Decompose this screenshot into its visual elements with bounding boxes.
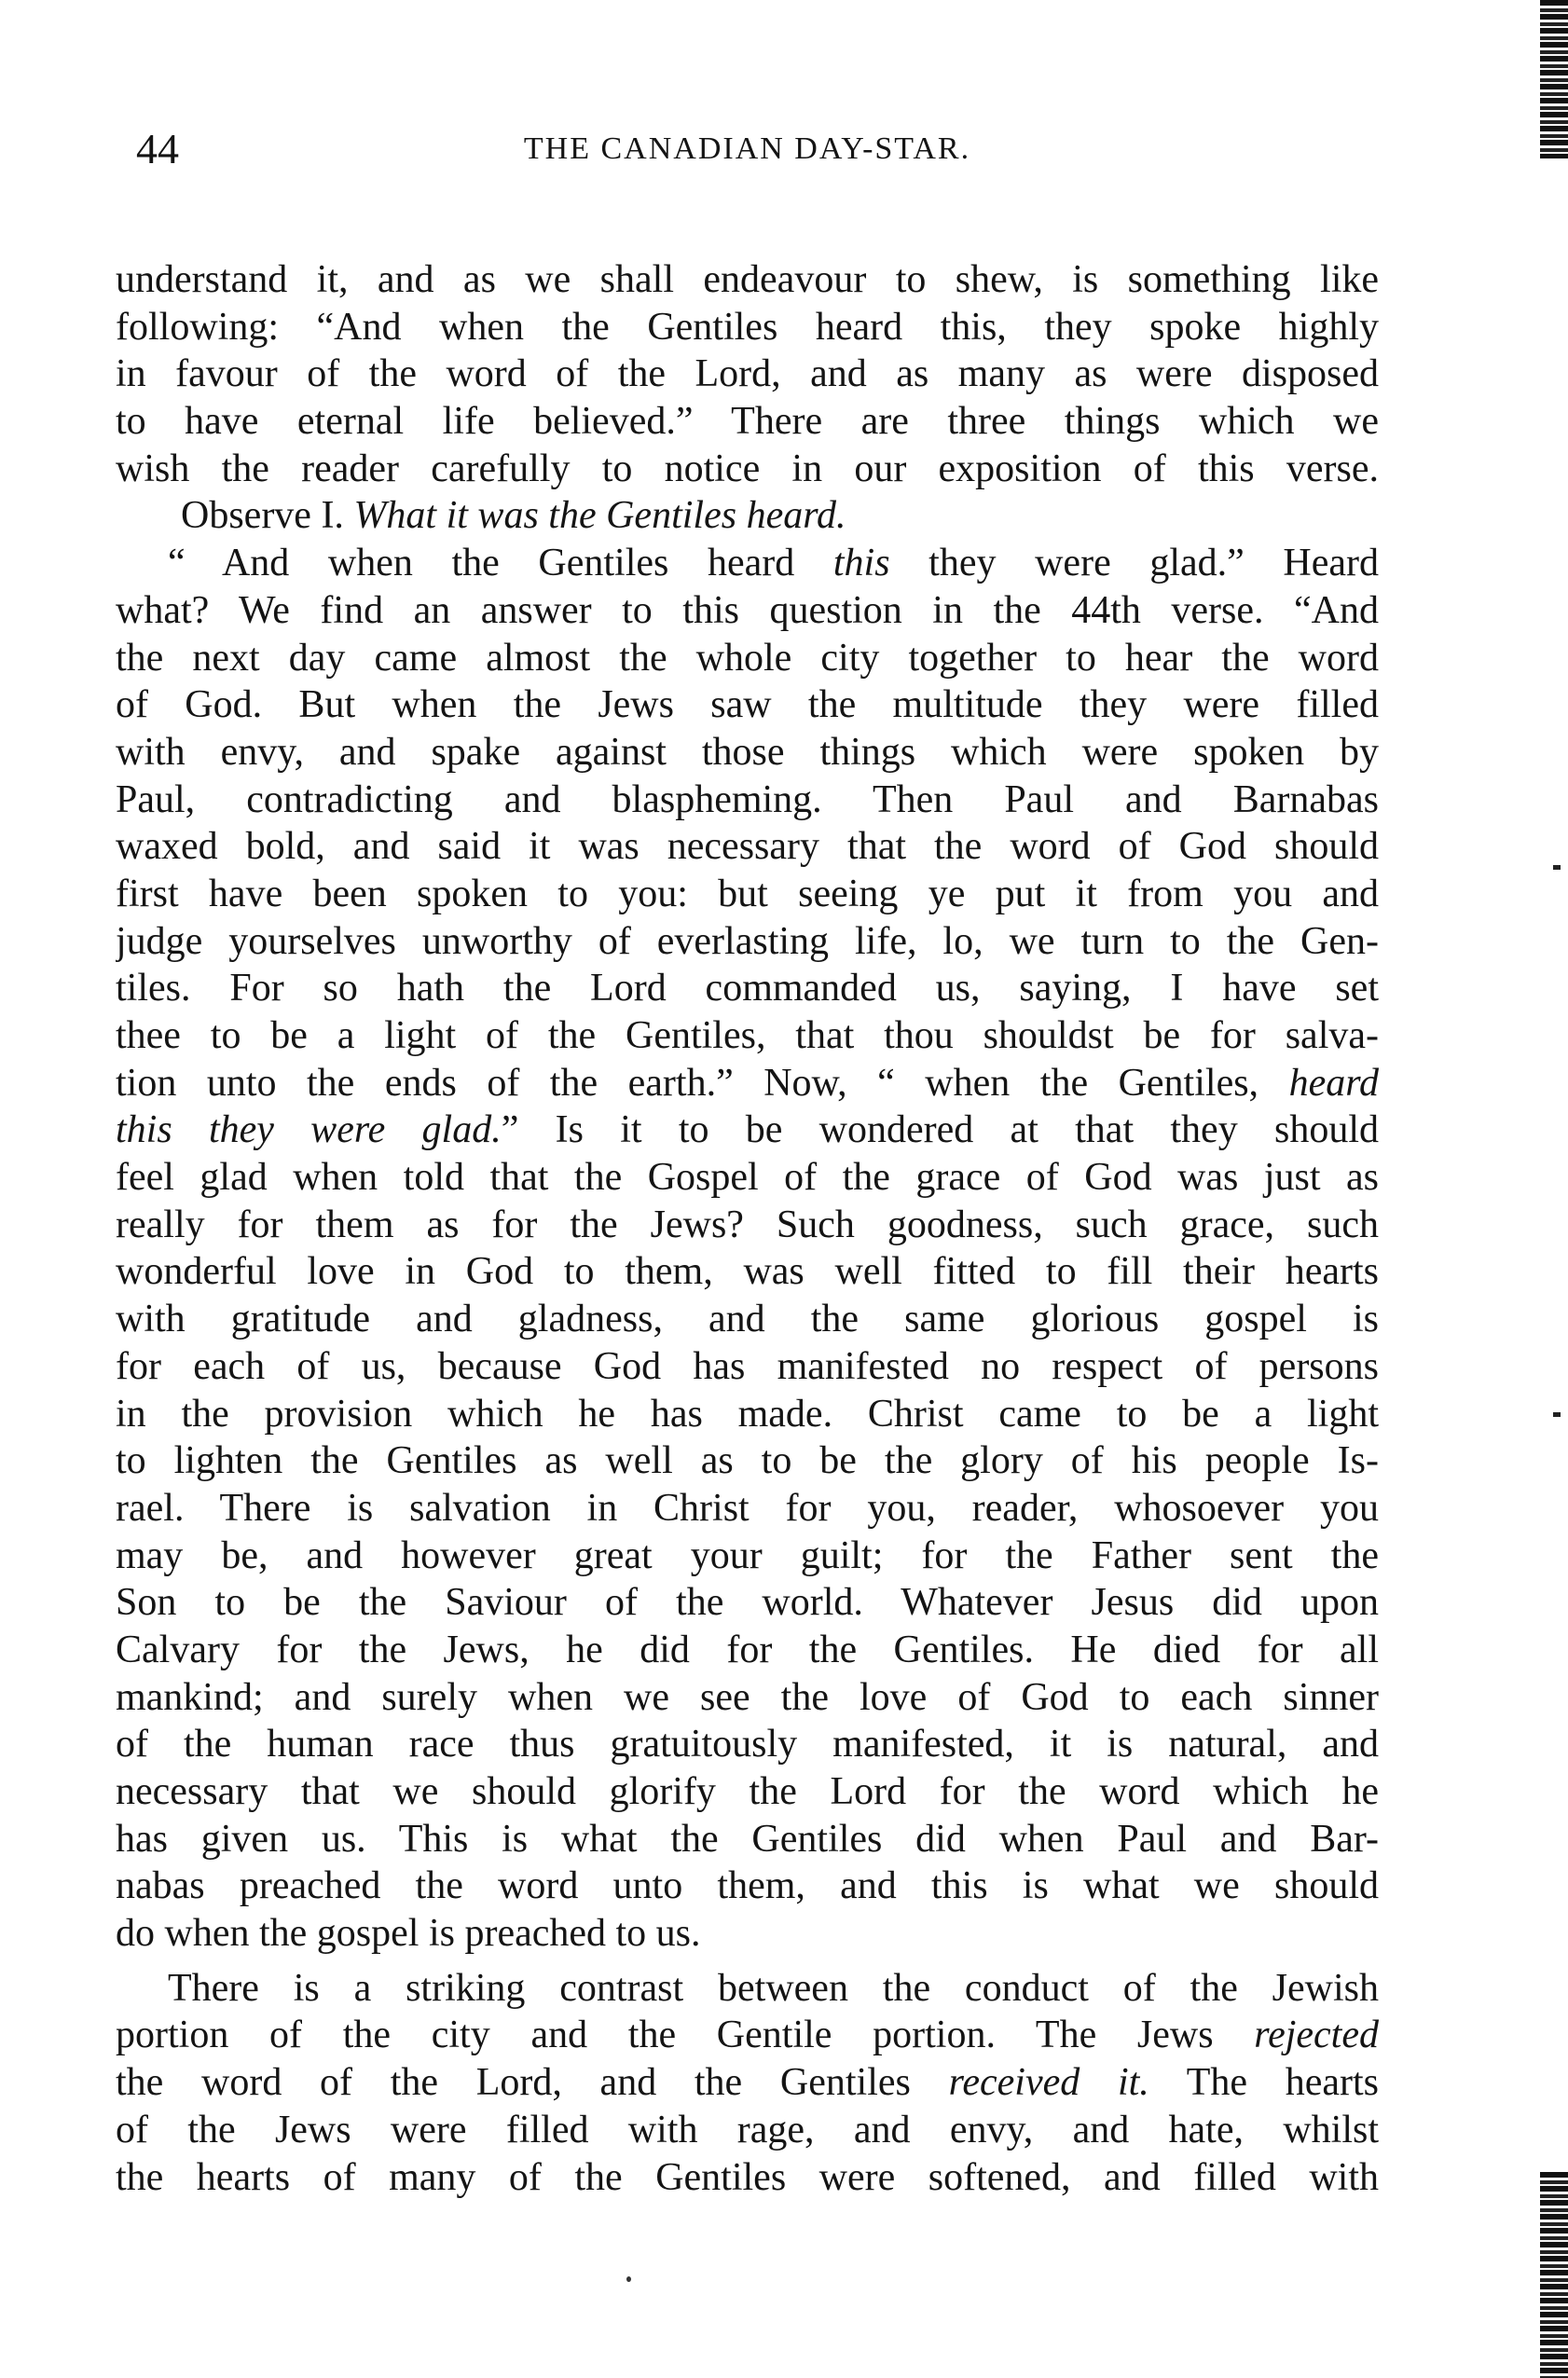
text-line xyxy=(116,540,1379,587)
text-line: for each of us, because God has manifested no respect of persons xyxy=(116,1344,1379,1388)
scan-edge-top xyxy=(1540,0,1568,158)
footer-dot xyxy=(626,2276,631,2282)
running-head: THE CANADIAN DAY-STAR. xyxy=(523,131,971,166)
text-line: with envy, and spake against those things which were spoken by xyxy=(116,730,1379,774)
text-line: rael. There is salvation in Christ for you, reader, whosoever you xyxy=(116,1486,1379,1530)
text-span: the word of the Lord, and the Gentiles xyxy=(116,2061,949,2105)
text-line: mankind; and surely when we see the love of God to each sinner xyxy=(116,1675,1379,1719)
text-line: of the Jews were filled with rage, and envy, and hate, whilst xyxy=(116,2108,1379,2151)
text-line: Calvary for the Jews, he did for the Gentiles. He died for all xyxy=(116,1628,1379,1671)
text-line: do when the gospel is preached to us. xyxy=(116,1912,701,1956)
text-line: to have eternal life believed.” There are three things which we xyxy=(116,400,1379,444)
body-text xyxy=(116,256,1379,2201)
text-line: wish the reader carefully to notice in our exposition of this verse. xyxy=(116,447,1379,490)
text-line: understand it, and as we shall endeavour to shew, is something like xyxy=(116,258,1379,301)
text-line: wonderful love in God to them, was well fitted to fill their hearts xyxy=(116,1250,1379,1294)
italic-span: this they were glad. xyxy=(116,1108,502,1152)
text-span: Observe I. xyxy=(181,494,354,538)
text-line: what? We find an answer to this question in the 44th verse. “And xyxy=(116,588,1379,632)
text-line xyxy=(116,2059,1379,2107)
text-line: waxed bold, and said it was necessary that the word of God should xyxy=(116,825,1379,869)
text-line: nabas preached the word unto them, and this is what we should xyxy=(116,1864,1379,1908)
text-span: “ And when the Gentiles heard xyxy=(168,542,833,585)
text-line xyxy=(116,1060,1379,1107)
italic-span: heard xyxy=(1288,1061,1379,1105)
italic-span: received it. xyxy=(948,2061,1149,2105)
section-heading-line xyxy=(116,492,1379,540)
text-line: with gratitude and gladness, and the same glorious gospel is xyxy=(116,1298,1379,1341)
text-line: in the provision which he has made. Christ came to be a light xyxy=(116,1392,1379,1436)
scan-speck xyxy=(1553,1412,1561,1417)
text-line: has given us. This is what the Gentiles did when Paul and Bar- xyxy=(116,1817,1379,1861)
text-span: portion of the city and the Gentile portion. The Jews xyxy=(116,2014,1255,2057)
text-line: thee to be a light of the Gentiles, that thou shouldst be for salva- xyxy=(116,1014,1379,1057)
text-line: of God. But when the Jews saw the multitude they were filled xyxy=(116,683,1379,727)
text-line: following: “And when the Gentiles heard this, they spoke highly xyxy=(116,305,1379,349)
text-line: the hearts of many of the Gentiles were softened, and filled with xyxy=(116,2155,1379,2199)
text-span: they were glad.” Heard xyxy=(889,542,1379,585)
text-line: to lighten the Gentiles as well as to be the glory of his people Is- xyxy=(116,1439,1379,1483)
text-line: tiles. For so hath the Lord commanded us, saying, I have set xyxy=(116,967,1379,1010)
text-line xyxy=(116,2012,1379,2059)
page-number: 44 xyxy=(136,125,179,172)
text-line: Paul, contradicting and blaspheming. Then Paul and Barnabas xyxy=(116,777,1379,821)
italic-span: this xyxy=(832,542,890,585)
text-line: necessary that we should glorify the Lord for the word which he xyxy=(116,1770,1379,1813)
text-line: Son to be the Saviour of the world. Whatever Jesus did upon xyxy=(116,1581,1379,1625)
paragraph-start-line: There is a striking contrast between the conduct of the Jewish xyxy=(168,1966,1379,2010)
scan-speck xyxy=(1553,865,1561,870)
text-line: in favour of the word of the Lord, and as many as were disposed xyxy=(116,352,1379,396)
text-line: first have been spoken to you: but seeing ye put it from you and xyxy=(116,872,1379,915)
text-span: tion unto the ends of the earth.” Now, “ when the Gentiles, xyxy=(116,1061,1289,1105)
italic-span: What it was the Gentiles heard. xyxy=(353,494,846,538)
page-header xyxy=(116,112,1379,186)
text-span: The hearts xyxy=(1148,2061,1379,2105)
text-line: of the human race thus gratuitously manifested, it is natural, and xyxy=(116,1723,1379,1766)
italic-span: rejected xyxy=(1254,2014,1379,2057)
text-line: feel glad when told that the Gospel of the grace of God was just as xyxy=(116,1156,1379,1200)
text-line: really for them as for the Jews? Such goodness, such grace, such xyxy=(116,1203,1379,1246)
text-line: the next day came almost the whole city together to hear the word xyxy=(116,636,1379,680)
text-line xyxy=(116,1107,1379,1154)
text-line: may be, and however great your guilt; for the Father sent the xyxy=(116,1533,1379,1577)
text-span: ” Is it to be wondered at that they should xyxy=(501,1108,1379,1152)
scan-edge-bottom xyxy=(1540,2172,1568,2378)
text-line: judge yourselves unworthy of everlasting life, lo, we turn to the Gen- xyxy=(116,919,1379,963)
